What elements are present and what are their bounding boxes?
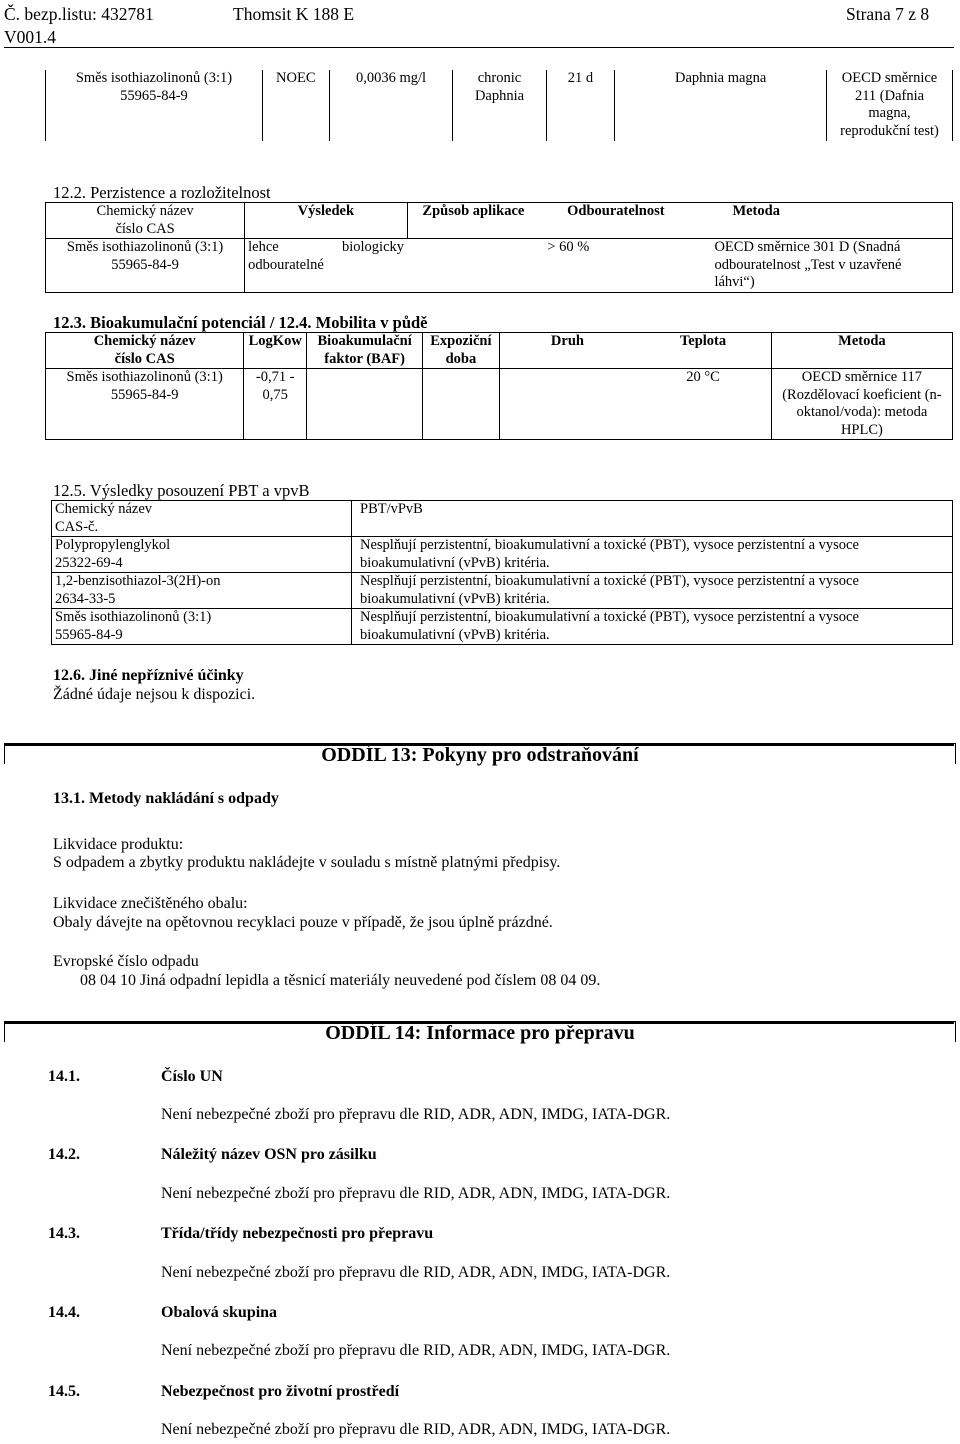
s14-1-number: 14.1.: [48, 1068, 80, 1085]
tox-substance-cell: Směs isothiazolinonů (3:1) 55965-84-9: [46, 70, 263, 141]
toxicity-table: [45, 70, 953, 141]
s12-2-application-header: Způsob aplikace: [407, 203, 539, 239]
s13-product-text: S odpadem a zbytky produktu nakládejte v souladu s místně platnými předpisy.: [53, 854, 561, 871]
s12-3-temp-cell: 20 °C: [635, 369, 771, 440]
pbt-table: [51, 500, 953, 645]
s12-5-title: 12.5. Výsledky posouzení PBT a vpvB: [53, 481, 310, 500]
tox-exposure-cell: chronic Daphnia: [453, 70, 546, 141]
s12-5-row-1-name: Polypropylenglykol 25322-69-4: [52, 537, 352, 573]
s13-packaging-text: Obaly dávejte na opětovnou recyklaci pouze v případě, že jsou úplně prázdné.: [53, 914, 553, 931]
s12-2-method-cell: OECD směrnice 301 D (Snadná odbouratelnost „Test v uzavřené láhvi“): [692, 239, 952, 293]
s12-6-text: Žádné údaje nejsou k dispozici.: [53, 686, 256, 703]
s13-waste-code-text: 08 04 10 Jiná odpadní lepidla a těsnicí materiály neuvedené pod číslem 08 04 09.: [80, 972, 601, 989]
header-product-name: Thomsit K 188 E: [233, 4, 355, 24]
header-doc-number: Č. bezp.listu: 432781: [4, 4, 154, 24]
s14-5-number: 14.5.: [48, 1383, 80, 1400]
tox-value-cell: 0,0036 mg/l: [329, 70, 453, 141]
s12-3-logkow-cell: -0,71 - 0,75: [244, 369, 307, 440]
s12-2-degradability-cell: > 60 %: [539, 239, 692, 293]
s12-3-logkow-header: LogKow: [244, 333, 307, 369]
s12-2-degradability-header: Odbouratelnost: [539, 203, 692, 239]
tox-type-cell: NOEC: [262, 70, 329, 141]
s12-5-row-2-name: 1,2-benzisothiazol-3(2H)-on 2634-33-5: [52, 573, 352, 609]
header-version: V001.4: [4, 27, 57, 47]
s12-5-name-header: Chemický název CAS-č.: [52, 501, 352, 537]
s12-3-exposure-header: Expoziční doba: [423, 333, 499, 369]
s12-3-title: 12.3. Bioakumulační potenciál / 12.4. Mobilita v půdě: [53, 313, 428, 332]
s14-3-title: Třída/třídy nebezpečnosti pro přepravu: [161, 1225, 434, 1242]
s12-3-method-cell: OECD směrnice 117 (Rozdělovací koeficient (n- oktanol/voda): metoda HPLC): [771, 369, 952, 440]
s12-2-result-cell: lehce biologicky odbouratelné: [245, 239, 407, 293]
s12-3-kind-header: Druh: [499, 333, 635, 369]
s14-3-number: 14.3.: [48, 1225, 80, 1242]
s14-3-text: Není nebezpečné zboží pro přepravu dle RID, ADR, ADN, IMDG, IATA-DGR.: [161, 1264, 671, 1281]
s12-2-name-header: Chemický název číslo CAS: [46, 203, 245, 239]
s12-2-application-cell: [407, 239, 539, 293]
s14-2-number: 14.2.: [48, 1146, 80, 1163]
s12-2-method-header: Metoda: [692, 203, 952, 239]
s14-2-text: Není nebezpečné zboží pro přepravu dle RID, ADR, ADN, IMDG, IATA-DGR.: [161, 1185, 671, 1202]
tox-duration-cell: 21 d: [546, 70, 615, 141]
s14-4-number: 14.4.: [48, 1304, 80, 1321]
s12-5-row-1-text: Nesplňují perzistentní, bioakumulativní a toxické (PBT), vysoce perzistentní a vysoce bioakumulativní (vPvB) kritéria.: [352, 537, 953, 573]
s12-3-baf-cell: [307, 369, 423, 440]
s14-5-text: Není nebezpečné zboží pro přepravu dle RID, ADR, ADN, IMDG, IATA-DGR.: [161, 1421, 671, 1438]
s14-4-title: Obalová skupina: [161, 1304, 278, 1321]
s12-2-substance-cell: Směs isothiazolinonů (3:1) 55965-84-9: [46, 239, 245, 293]
s14-5-title: Nebezpečnost pro životní prostředí: [161, 1383, 400, 1400]
s13-waste-code-label: Evropské číslo odpadu: [53, 953, 199, 970]
s12-2-title: 12.2. Perzistence a rozložitelnost: [53, 183, 271, 202]
s13-heading: ODDÍL 13: Pokyny pro odstraňování: [321, 744, 639, 766]
s12-5-pbt-header: PBT/vPvB: [352, 501, 953, 537]
header-divider: [4, 47, 954, 48]
s12-5-row-3-name: Směs isothiazolinonů (3:1) 55965-84-9: [52, 609, 352, 645]
header-page-number: Strana 7 z 8: [846, 4, 930, 24]
s14-heading: ODDÍL 14: Informace pro přepravu: [325, 1022, 635, 1044]
s12-5-row-2-text: Nesplňují perzistentní, bioakumulativní a toxické (PBT), vysoce perzistentní a vysoce bioakumulativní (vPvB) kritéria.: [352, 573, 953, 609]
s12-3-name-header: Chemický název číslo CAS: [46, 333, 244, 369]
s13-product-label: Likvidace produktu:: [53, 836, 184, 853]
s12-6-title: 12.6. Jiné nepříznivé účinky: [53, 667, 244, 684]
tox-method-cell: OECD směrnice 211 (Dafnia magna, reprodukční test): [827, 70, 953, 141]
s12-3-substance-cell: Směs isothiazolinonů (3:1) 55965-84-9: [46, 369, 244, 440]
bioaccumulation-table: [45, 332, 953, 440]
persistence-table: [45, 202, 953, 293]
s12-5-row-3-text: Nesplňují perzistentní, bioakumulativní a toxické (PBT), vysoce perzistentní a vysoce bioakumulativní (vPvB) kritéria.: [352, 609, 953, 645]
s12-2-result-header: Výsledek: [245, 203, 407, 239]
s12-3-temp-header: Teplota: [635, 333, 771, 369]
s12-3-method-header: Metoda: [771, 333, 952, 369]
s14-4-text: Není nebezpečné zboží pro přepravu dle RID, ADR, ADN, IMDG, IATA-DGR.: [161, 1342, 671, 1359]
s14-1-text: Není nebezpečné zboží pro přepravu dle RID, ADR, ADN, IMDG, IATA-DGR.: [161, 1106, 671, 1123]
s12-3-exposure-cell: [423, 369, 499, 440]
s13-subheading: 13.1. Metody nakládání s odpady: [53, 790, 279, 807]
s12-3-baf-header: Bioakumulační faktor (BAF): [307, 333, 423, 369]
s14-2-title: Náležitý název OSN pro zásilku: [161, 1146, 377, 1163]
s12-3-kind-cell: [499, 369, 635, 440]
tox-species-cell: Daphnia magna: [615, 70, 827, 141]
s13-packaging-label: Likvidace znečištěného obalu:: [53, 895, 248, 912]
s14-1-title: Číslo UN: [161, 1068, 223, 1085]
